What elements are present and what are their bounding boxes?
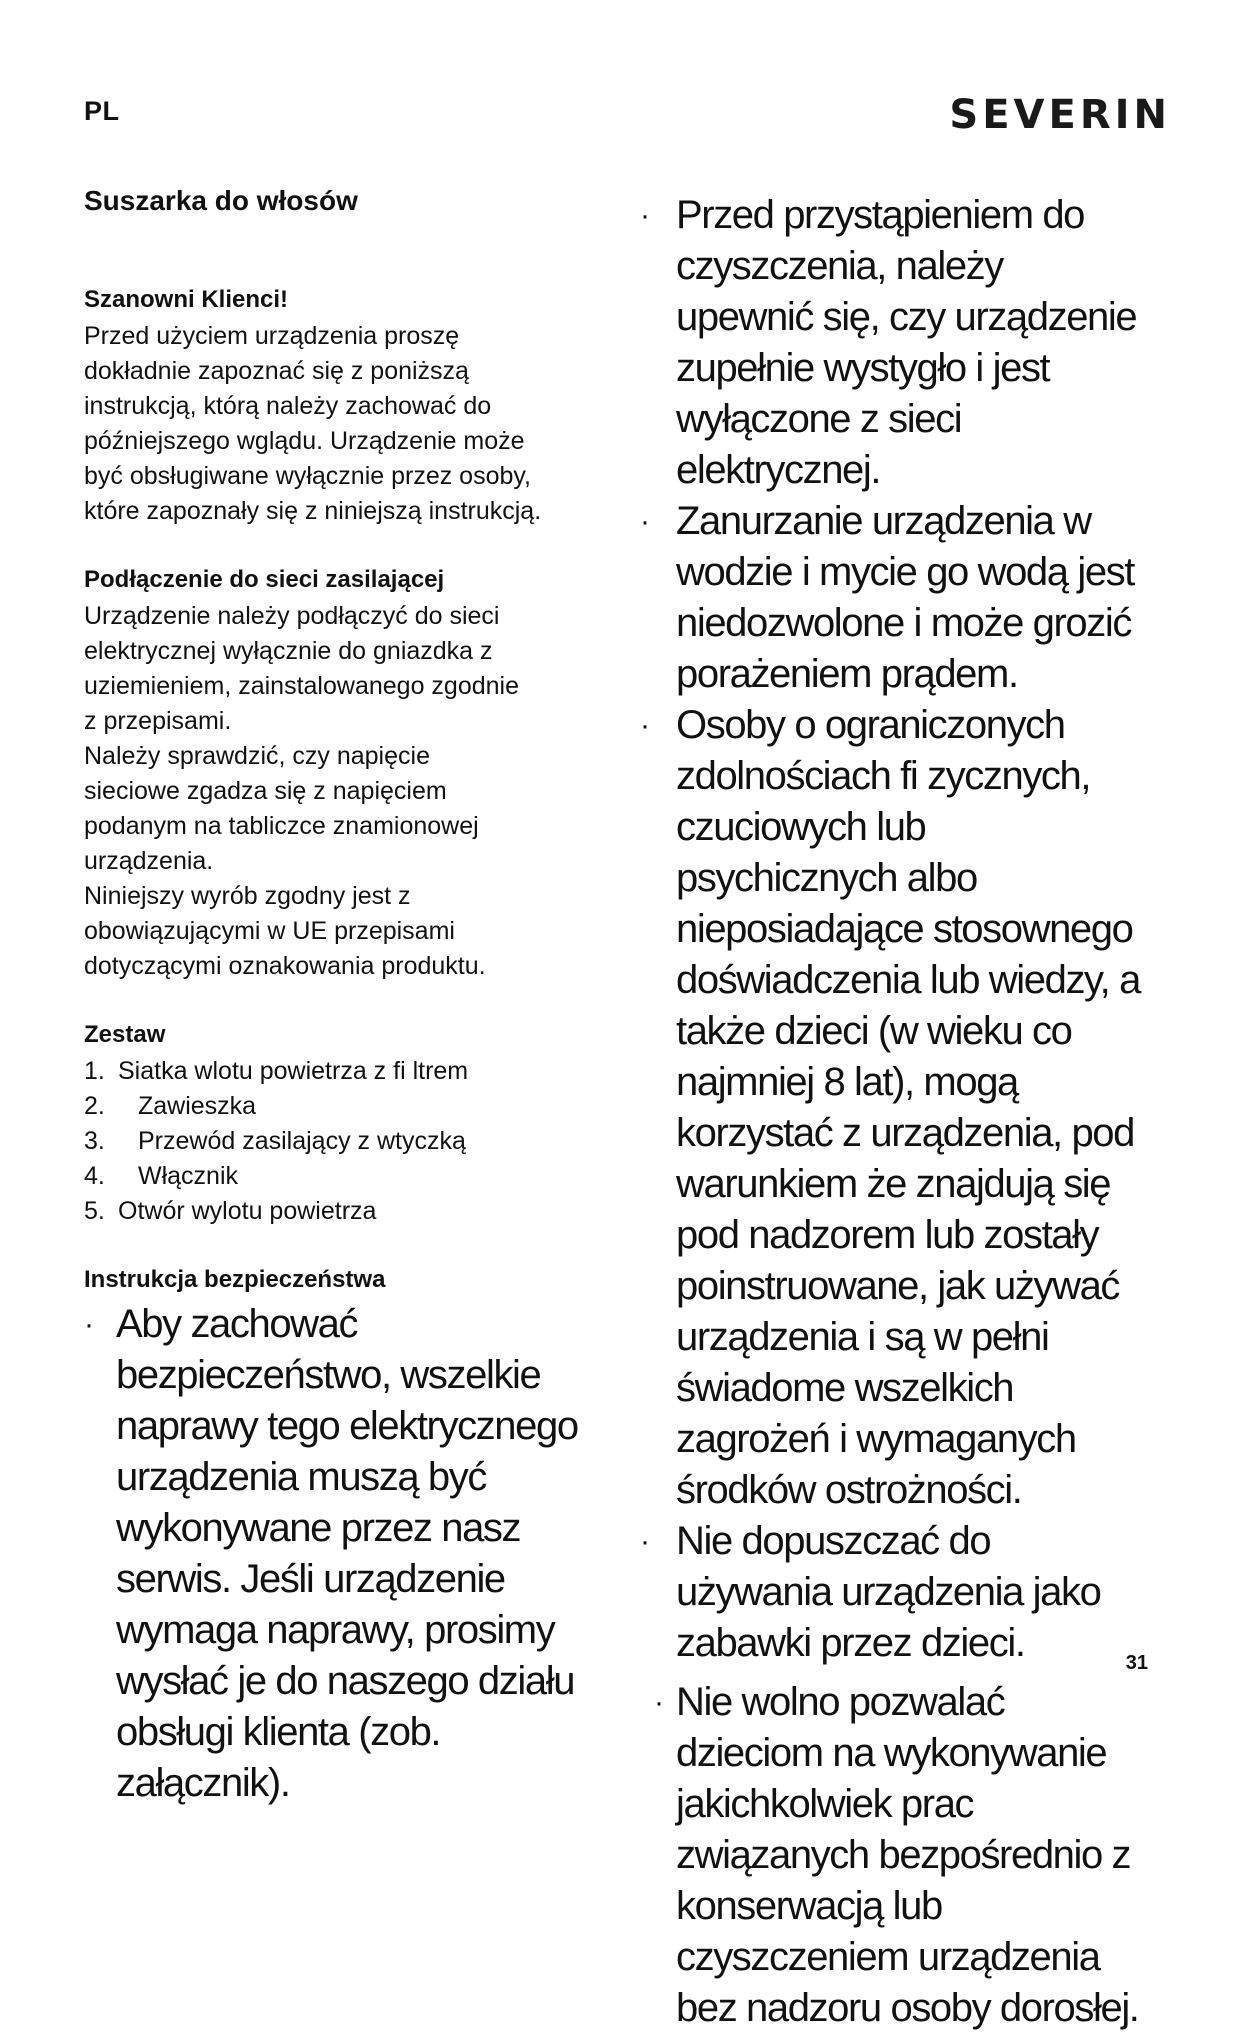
list-item: [640, 1677, 1140, 2034]
intro-text: Przed użyciem urządzenia proszę dokładnie zapoznać się z poniższą instrukcją, którą należy zachować do późniejszego wglądu. Urządzenie może być obsługiwane wyłącznie przez osoby, które zapoznały się z niniejszą instrukcją.: [84, 322, 542, 525]
parts-heading: Zestaw: [84, 1021, 166, 1048]
list-item: [640, 700, 1140, 1516]
bullet-icon: ·: [640, 505, 649, 538]
part-label: Siatka wlotu powietrza z fi ltrem: [118, 1057, 469, 1085]
list-item: [84, 1124, 624, 1159]
list-item: [640, 496, 1140, 700]
list-item: [84, 1299, 594, 1809]
intro-section: [84, 283, 624, 529]
connection-section: [84, 563, 624, 984]
list-item: [84, 1194, 624, 1229]
bullet-icon: ·: [640, 1525, 649, 1558]
safety-list-continued: [640, 190, 1140, 2034]
part-label: Włącznik: [138, 1162, 239, 1190]
left-column: [84, 185, 624, 1843]
list-item: [84, 1159, 624, 1194]
intro-heading: Szanowni Klienci!: [84, 286, 289, 313]
parts-list: [84, 1054, 624, 1229]
part-label: Otwór wylotu powietrza: [118, 1197, 377, 1225]
list-item: [640, 190, 1140, 496]
safety-text: Nie dopuszczać do używania urządzenia jako zabawki przez dzieci.: [676, 1519, 1101, 1665]
safety-text: Nie wolno pozwalać dzieciom na wykonywanie jakichkolwiek prac związanych bezpośrednio z konserwacją lub czyszczeniem urządzenia bez nadzoru osoby dorosłej.: [676, 1680, 1139, 2030]
part-label: Przewód zasilający z wtyczką: [138, 1127, 466, 1155]
parts-section: [84, 1018, 624, 1229]
language-code: PL: [84, 96, 120, 126]
connection-paragraph: Urządzenie należy podłączyć do sieci elektrycznej wyłącznie do gniazdka z uziemieniem, zainstalowanego zgodnie z przepisami.: [84, 602, 519, 735]
bullet-icon: ·: [640, 709, 649, 742]
right-column: [640, 190, 1180, 2034]
bullet-icon: ·: [84, 1308, 93, 1341]
bullet-icon: ·: [640, 199, 649, 232]
connection-paragraph: Niniejszy wyrób zgodny jest z obowiązującymi w UE przepisami dotyczącymi oznakowania produktu.: [84, 882, 486, 980]
part-number: 5.: [84, 1197, 105, 1225]
list-item: [84, 1054, 624, 1089]
bullet-icon: ·: [654, 1686, 663, 1719]
safety-text: Aby zachować bezpieczeństwo, wszelkie naprawy tego elektrycznego urządzenia muszą być wykonywane przez nasz serwis. Jeśli urządzenie wymaga naprawy, prosimy wysłać je do naszego działu obsługi klienta (zob. załącznik).: [116, 1302, 578, 1805]
safety-text: Zanurzanie urządzenia w wodzie i mycie go wodą jest niedozwolone i może grozić porażeniem prądem.: [676, 499, 1134, 696]
connection-paragraph: Należy sprawdzić, czy napięcie sieciowe zgadza się z napięciem podanym na tabliczce znamionowej urządzenia.: [84, 742, 479, 875]
safety-heading: Instrukcja bezpieczeństwa: [84, 1266, 386, 1293]
part-number: 1.: [84, 1057, 105, 1085]
part-label: Zawieszka: [138, 1092, 257, 1120]
page-title: Suszarka do włosów: [84, 185, 358, 216]
brand-logo: SEVERIN: [949, 92, 1171, 138]
part-number: 2.: [84, 1092, 105, 1120]
part-number: 4.: [84, 1162, 105, 1190]
list-item: [84, 1089, 624, 1124]
connection-heading: Podłączenie do sieci zasilającej: [84, 566, 445, 593]
safety-list: [84, 1299, 594, 1809]
page-number: 31: [1125, 1652, 1148, 1674]
safety-section: [84, 1263, 624, 1809]
part-number: 3.: [84, 1127, 105, 1155]
list-item: [640, 1516, 1140, 1669]
safety-text: Osoby o ograniczonych zdolnościach fi zycznych, czuciowych lub psychicznych albo nieposiadające stosownego doświadczenia lub wiedzy, a także dzieci (w wieku co najmniej 8 lat), mogą korzystać z urządzenia, pod warunkiem że znajdują się pod nadzorem lub zostały poinstruowane, jak używać urządzenia i są w pełni świadome wszelkich zagrożeń i wymaganych środków ostrożności.: [676, 703, 1140, 1512]
safety-text: Przed przystąpieniem do czyszczenia, należy upewnić się, czy urządzenie zupełnie wystygło i jest wyłączone z sieci elektrycznej.: [676, 193, 1137, 492]
